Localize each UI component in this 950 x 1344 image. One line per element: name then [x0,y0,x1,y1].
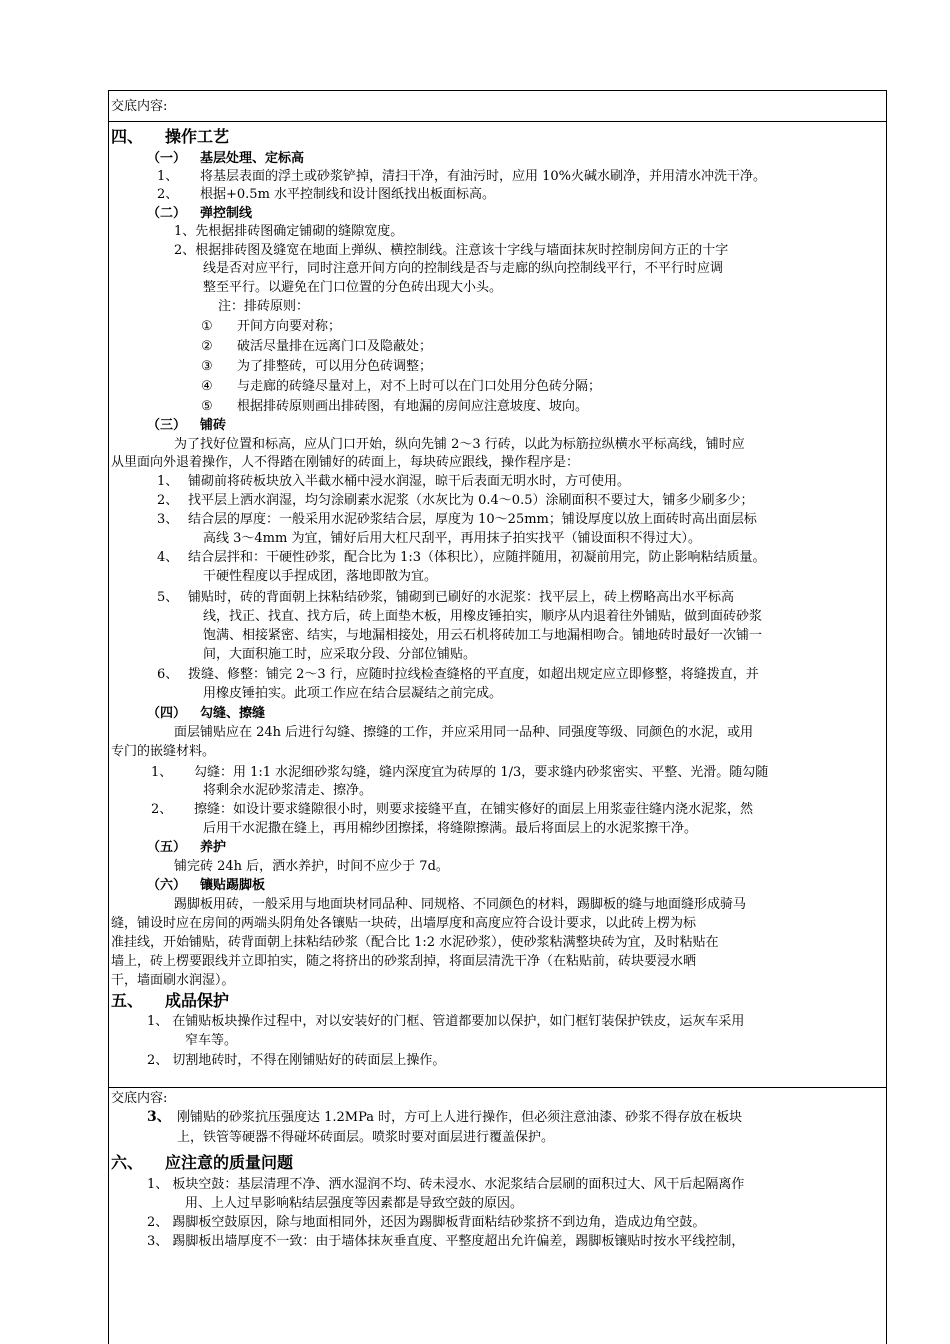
p3-item-3-number: 3、 [157,512,179,527]
p6-line-d: 墙上，砖上楞要跟线并立即拍实，随之将挤出的砂浆刮掉，将面层清洗干净（在粘贴前，砖块要浸水晒 [111,954,697,969]
p4-item-1-text-b: 将剩余水泥砂浆清走、擦净。 [203,783,373,798]
p6-line-b: 缝，铺设时应在房间的两端头阴角处各镶贴一块砖，出墙厚度和高度应符合设计要求，以此砖上楞为标 [111,916,697,931]
p4-item-2-text-b: 后用干水泥撒在缝上，再用棉纱团擦揉，将缝隙擦满。最后将面层上的水泥浆擦干净。 [203,821,698,836]
p2-circle-2-text: 破活尽量排在远离门口及隐蔽处； [237,339,433,354]
p3-intro-b: 从里面向外退着操作，人不得踏在刚铺好的砖面上，每块砖应跟线，操作程序是： [111,455,580,470]
section-5-title: 成品保护 [165,991,230,1010]
subsection-4-number: （四） [147,706,187,721]
p3-item-5-number: 5、 [157,590,179,605]
p6-line-a: 踢脚板用砖，一般采用与地面块材同品种、同规格、不同颜色的材料，踢脚板的缝与地面缝形成骑马 [174,897,747,912]
p3-intro-a: 为了找好位置和标高，应从门口开始，纵向先铺 2～3 行砖，以此为标筋拉纵横水平标高线，铺时应 [174,437,745,452]
p2-circle-4-text: 与走廊的砖缝尽量对上，对不上时可以在门口处用分色砖分隔； [237,379,602,394]
p2-note: 注：排砖原则： [218,299,310,314]
p3-item-6-text-b: 用橡皮锤拍实。此项工作应在结合层凝结之前完成。 [203,686,503,701]
section-4-number: 四、 [111,127,144,146]
subsection-2-number: （二） [147,206,187,221]
p3-item-5-text-a: 铺贴时，砖的背面朝上抹粘结砂浆，铺砌到已刷好的水泥浆：找平层上，砖上楞略高出水平标高 [188,590,735,605]
subsection-3-number: （三） [147,418,187,433]
section-4-title: 操作工艺 [165,127,230,146]
p3-item-3-text-b: 高线 3～4mm 为宜，铺好后用大杠尺刮平，再用抹子拍实找平（铺设面积不得过大）。 [203,531,701,546]
section-5-number: 五、 [111,991,144,1010]
divider-middle [108,1087,887,1088]
p3-item-3-text-a: 结合层的厚度：一般采用水泥砂浆结合层，厚度为 10～25mm；铺设厚度以放上面砖时高出面层标 [188,512,757,527]
p3-item-5-text-d: 间，大面积施工时，应采取分段、分部位铺贴。 [203,647,477,662]
p3-item-4-text-a: 结合层拌和：干硬性砂浆，配合比为 1:3（体积比），应随拌随用，初凝前用完，防止影响粘结质量。 [188,550,766,565]
p2-circle-5-number: ⑤ [201,399,213,414]
p1-item-1-number: 1、 [157,169,179,184]
p3-item-2-text: 找平层上洒水润湿，均匀涂刷素水泥浆（水灰比为 0.4～0.5）涂刷面积不要过大，铺多少刷多少； [188,493,754,508]
s6-item-1-a: 1、 板块空鼓：基层清理不净、洒水湿润不均、砖未浸水、水泥浆结合层刷的面积过大、风干后起隔离作 [147,1177,745,1192]
p3-item-4-number: 4、 [157,550,179,565]
p2-circle-1-text: 开间方向要对称； [237,319,342,334]
section-6-number: 六、 [111,1153,144,1172]
section-6-title: 应注意的质量问题 [165,1153,294,1172]
p2-circle-3-text: 为了排整砖，可以用分色砖调整； [237,359,433,374]
s6-item-3: 3、 踢脚板出墙厚度不一致：由于墙体抹灰垂直度、平整度超出允许偏差，踢脚板镶贴时按水平线控制， [147,1234,745,1249]
p2-line-2a: 2、根据排砖图及缝宽在地面上弹纵、横控制线。注意该十字线与墙面抹灰时控制房间方正的十字 [174,243,729,258]
p3-item-6-number: 6、 [157,667,179,682]
p4-item-1-text-a: 勾缝：用 1:1 水泥细砂浆勾缝，缝内深度宜为砖厚的 1/3，要求缝内砂浆密实、平整、光滑。随勾随 [194,765,769,780]
p3-item-2-number: 2、 [157,493,179,508]
p3-item-5-text-b: 线，找正、找直、找方后，砖上面垫木板，用橡皮锤拍实，顺序从内退着往外铺贴，做到面砖砂浆 [203,609,763,624]
s5-item-1-b: 窄车等。 [185,1033,238,1048]
p5-text: 铺完砖 24h 后，洒水养护，时间不应少于 7d。 [174,859,449,874]
s6-item-2: 2、 踢脚板空鼓原因，除与地面相同外，还因为踢脚板背面粘结砂浆挤不到边角，造成边角空鼓。 [147,1215,706,1230]
s5-item-2: 2、 切割地砖时，不得在刚铺贴好的砖面层上操作。 [147,1053,446,1068]
subsection-5-number: （五） [147,840,187,855]
subsection-3-title: 铺砖 [200,418,227,433]
subsection-1-title: 基层处理、定标高 [200,151,305,166]
s5b-item-text-b: 上，铁管等硬器不得碰坏砖面层。喷浆时要对面层进行覆盖保护。 [177,1130,555,1145]
jiaodi-label-1: 交底内容: [111,99,168,114]
p4-item-2-text-a: 擦缝：如设计要求缝隙很小时，则要求接缝平直，在铺实修好的面层上用浆壶往缝内浇水泥浆，然 [194,802,754,817]
s5b-item-text-a: 刚铺贴的砂浆抗压强度达 1.2MPa 时，方可上人进行操作，但必须注意油漆、砂浆不得存放在板块 [177,1110,743,1125]
divider-top [108,121,887,122]
p3-item-6-text-a: 拨缝、修整：铺完 2～3 行，应随时拉线检查缝格的平直度，如超出规定应立即修整，将缝拨直，并 [188,667,759,682]
p6-line-c: 准挂线，开始铺贴，砖背面朝上抹粘结砂浆（配合比 1:2 水泥砂浆），使砂浆粘满整块砖为宜，及时粘贴在 [111,935,719,950]
p6-line-e: 干，墙面刷水润湿）。 [111,973,235,988]
p4-item-2-number: 2、 [151,802,173,817]
subsection-4-title: 勾缝、擦缝 [200,706,266,721]
p2-line-2c: 整至平行。以避免在门口位置的分色砖出现大小头。 [203,280,503,295]
p2-circle-5-text: 根据排砖原则画出排砖图，有地漏的房间应注意坡度、坡向。 [237,399,589,414]
subsection-6-number: （六） [147,878,187,893]
p1-item-2-text: 根据+0.5m 水平控制线和设计图纸找出板面标高。 [200,187,496,202]
p3-item-5-text-c: 饱满、相接紧密、结实，与地漏相接处，用云石机将砖加工与地漏相吻合。铺地砖时最好一次铺一 [203,628,763,643]
p4-intro-a: 面层铺贴应在 24h 后进行勾缝、擦缝的工作，并应采用同一品种、同强度等级、同颜色的水泥，或用 [174,725,754,740]
subsection-1-number: （一） [147,151,187,166]
p2-circle-4-number: ④ [201,379,213,394]
subsection-2-title: 弹控制线 [200,206,253,221]
subsection-6-title: 镶贴踢脚板 [200,878,266,893]
subsection-5-title: 养护 [200,840,227,855]
p2-circle-2-number: ② [201,339,213,354]
jiaodi-label-2: 交底内容: [111,1091,168,1106]
s5-item-1-a: 1、 在铺贴板块操作过程中，对以安装好的门框、管道都要加以保护，如门框钉装保护铁皮，运灰车采用 [147,1014,745,1029]
p4-intro-b: 专门的嵌缝材料。 [111,744,216,759]
p2-line-1: 1、先根据排砖图确定铺砌的缝隙宽度。 [174,224,404,239]
p2-circle-1-number: ① [201,319,213,334]
p4-item-1-number: 1、 [151,765,173,780]
s6-item-1-b: 用、上人过早影响粘结层强度等因素都是导致空鼓的原因。 [185,1196,524,1211]
p3-item-1-number: 1、 [157,474,179,489]
p3-item-1-text: 铺砌前将砖板块放入半截水桶中浸水润湿，晾干后表面无明水时，方可使用。 [188,474,631,489]
p2-circle-3-number: ③ [201,359,213,374]
p2-line-2b: 线是否对应平行，同时注意开间方向的控制线是否与走廊的纵向控制线平行，不平行时应调 [203,261,724,276]
p1-item-2-number: 2、 [157,187,179,202]
s5b-item-number: 3、 [147,1109,171,1125]
p1-item-1-text: 将基层表面的浮土或砂浆铲掉，清扫干净，有油污时，应用 10%火碱水刷净，并用清水冲洗干净。 [200,169,767,184]
p3-item-4-text-b: 干硬性程度以手捏成团，落地即散为宜。 [203,569,438,584]
